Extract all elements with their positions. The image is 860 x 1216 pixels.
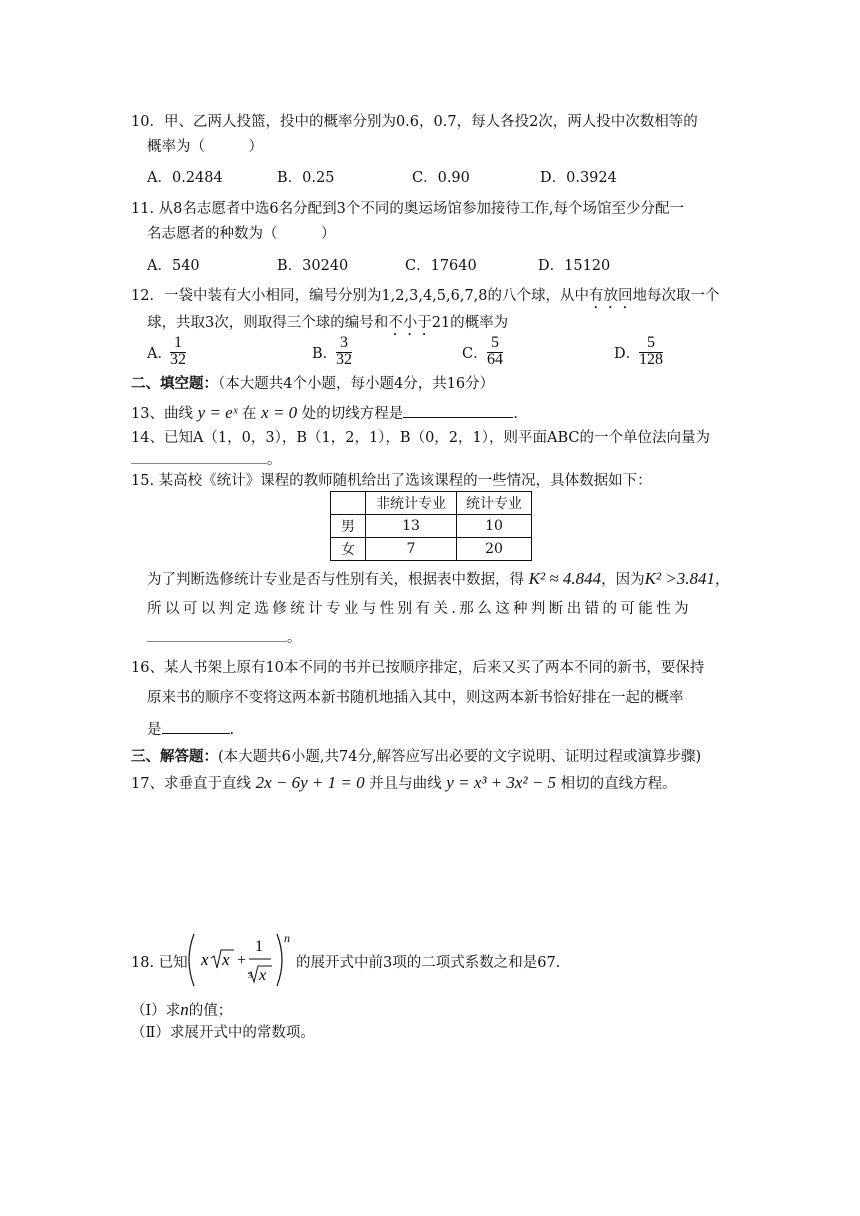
q12-line2 (147, 313, 508, 339)
section2-title: 二、填空题： (131, 375, 218, 392)
q14-line2 (131, 449, 282, 470)
q18-sub1 (131, 1000, 232, 1021)
q11-line1: 11. 从8名志愿者中选6名分配到3个不同的奥运场馆参加接待工作,每个场馆至少分配一 (131, 201, 684, 217)
q13-line (131, 401, 518, 424)
q12-line1 (131, 286, 720, 312)
table-cell: 女 (331, 538, 366, 561)
table-header-cell (331, 492, 366, 515)
q16-line3 (147, 717, 234, 740)
q13-text-d: . (513, 406, 518, 422)
q10-option-a: A．0.2484 (147, 170, 223, 186)
q12-option-c-label: C． (462, 346, 488, 362)
q11-option-d: D．15120 (538, 258, 611, 274)
q18-sub1-b: 的值； (188, 1003, 233, 1019)
table-cell: 20 (457, 538, 532, 561)
q12-option-a-fraction (170, 334, 186, 368)
q11-option-b: B．30240 (277, 258, 349, 274)
q18-cube-index: 3 (248, 971, 252, 980)
q11-option-c: C．17640 (405, 258, 477, 274)
table-cell: 男 (331, 515, 366, 538)
q12-option-b-num: 3 (336, 334, 352, 353)
q13-expr1: y = eˣ (197, 403, 238, 422)
q15-line2-b: ，因为 (601, 572, 645, 588)
q17-line (131, 773, 677, 794)
q16-line3-a: 是 (147, 722, 162, 738)
table-row (331, 492, 532, 515)
q10-option-b: B．0.25 (277, 170, 335, 186)
q15-end: 。 (287, 630, 302, 646)
q10-option-d: D．0.3924 (540, 170, 617, 186)
right-paren-icon (277, 934, 282, 986)
q12-option-b-den: 32 (336, 351, 352, 368)
q12-option-b-fraction (336, 334, 352, 368)
q18-plus: + (237, 952, 247, 969)
q18-exponent: n (284, 931, 290, 945)
q12-option-d-den: 128 (639, 351, 663, 368)
q18-sqrt-x: x (222, 950, 230, 969)
q13-answer-blank[interactable] (403, 401, 513, 418)
q17-expr2: y = x³ + 3x² − 5 (446, 773, 557, 792)
q15-line4 (147, 627, 302, 648)
q12-option-b-label: B． (312, 346, 338, 362)
table-header-cell: 非统计专业 (366, 492, 457, 515)
q15-intro: 15. 某高校《统计》课程的教师随机给出了选该课程的一些情况，具体数据如下： (131, 473, 652, 489)
q12-option-a-den: 32 (170, 351, 186, 368)
q18-sub2: （Ⅱ）求展开式中的常数项。 (131, 1025, 315, 1041)
q13-text-c: 处的切线方程是 (301, 406, 404, 422)
q15-k2-compare: K² >3.841 (644, 569, 716, 588)
q13-text-b: 在 (242, 406, 257, 422)
q18-label: 18. 已知 (131, 955, 188, 971)
table-cell: 7 (366, 538, 457, 561)
q12-line2-a: 球，共取3次，则取得三个球的编号和 (147, 315, 389, 331)
q13-text-a: 13、曲线 (131, 406, 193, 422)
q14-line1: 14、已知A（1，0，3），B（1，2，1），B（0，2，1），则平面ABC的一个单位法向量为 (131, 430, 710, 446)
section2-desc: （本大题共4个小题，每小题4分，共16分） (218, 376, 495, 392)
q12-line2-emph: 不小于 (388, 315, 432, 331)
q12-option-d-fraction (639, 334, 663, 368)
q12-option-c-num: 5 (487, 334, 503, 353)
table-row (331, 538, 532, 561)
section3-desc: (本大题共6小题,共74分,解答应写出必要的文字说明、证明过程或演算步骤) (218, 749, 702, 765)
q15-line2-c: ， (715, 572, 730, 588)
q12-option-c-den: 64 (487, 351, 503, 368)
q18-numerator: 1 (255, 938, 263, 955)
q13-expr2: x = 0 (261, 403, 298, 422)
section3-title: 三、解答题： (131, 748, 218, 765)
q14-end: 。 (267, 452, 282, 468)
q12-line1-a: 12．一袋中装有大小相同，编号分别为1,2,3,4,5,6,7,8的八个球，从中 (131, 288, 590, 304)
q12-line2-b: 21的概率为 (431, 315, 509, 331)
q12-option-c-fraction (487, 334, 503, 368)
q18-sub1-a: （Ⅰ）求 (131, 1003, 181, 1019)
q16-line2: 原来书的顺序不变将这两本新书随机地插入其中，则这两本新书恰好排在一起的概率 (147, 690, 684, 706)
q17-text-b: 并且与曲线 (369, 776, 442, 792)
q15-line3: 所以可以判定选修统计专业与性别有关.那么这种判断出错的可能性为 (147, 601, 693, 617)
q12-option-a-num: 1 (170, 334, 186, 353)
left-paren-icon (189, 934, 194, 986)
q14-answer-blank[interactable] (131, 449, 267, 464)
section3-heading (131, 747, 701, 767)
table-cell: 10 (457, 515, 532, 538)
q11-line2: 名志愿者的种数为（ ） (147, 226, 336, 242)
q11-option-a: A．540 (147, 258, 200, 274)
q10-line1: 10．甲、乙两人投篮，投中的概率分别为0.6，0.7，每人各投2次，两人投中次数相等的 (131, 114, 698, 130)
q16-line3-b: . (229, 722, 235, 738)
q15-line2-a: 为了判断选修统计专业是否与性别有关，根据表中数据，得 (147, 572, 524, 588)
table-cell: 13 (366, 515, 457, 538)
q12-option-d-num: 5 (639, 334, 663, 353)
q12-line1-b: 地每次取一个 (632, 288, 720, 304)
q17-text-c: 相切的直线方程。 (560, 776, 677, 792)
q15-line2 (147, 569, 730, 590)
q15-data-table (330, 491, 532, 561)
q18-text: 的展开式中前3项的二项式系数之和是67. (296, 955, 561, 971)
q18-binomial-expression (186, 930, 296, 990)
q12-option-a-label: A． (147, 346, 172, 362)
q16-answer-blank[interactable] (162, 717, 230, 734)
q18-cbrt-x: x (259, 967, 267, 984)
q18-x: x (201, 950, 209, 969)
q12-option-d-label: D． (614, 346, 641, 362)
q16-line1: 16、某人书架上原有10本不同的书并已按顺序排定，后来又买了两本不同的新书，要保持 (131, 660, 705, 676)
table-row (331, 515, 532, 538)
q10-option-c: C．0.90 (412, 170, 470, 186)
q15-answer-blank[interactable] (147, 627, 287, 642)
q10-line2: 概率为（ ） (147, 139, 263, 155)
q15-k2-approx: K² ≈ 4.844 (528, 569, 602, 588)
q18-sub1-var: n (180, 1000, 189, 1019)
q17-expr1: 2x − 6y + 1 = 0 (255, 773, 365, 792)
section2-heading (131, 374, 494, 394)
table-header-cell: 统计专业 (457, 492, 532, 515)
q17-text-a: 17、求垂直于直线 (131, 776, 251, 792)
q12-line1-emph: 有放回 (589, 288, 633, 304)
